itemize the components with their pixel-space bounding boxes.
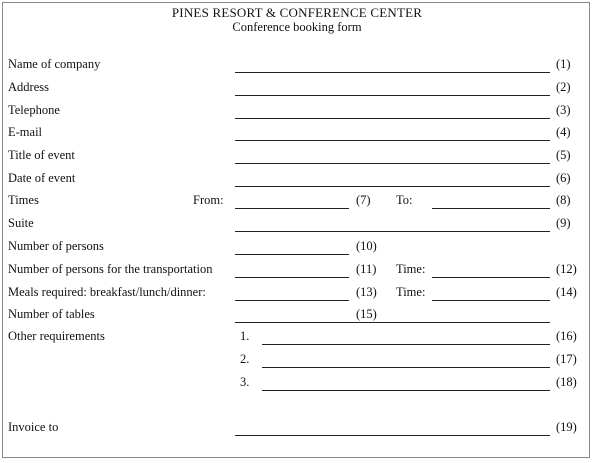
event-title-field[interactable] [235, 163, 550, 164]
transport-label: Number of persons for the transportation [8, 262, 213, 276]
form-title: PINES RESORT & CONFERENCE CENTER [171, 5, 423, 20]
event-date-label: Date of event [8, 171, 76, 185]
transport-time-field[interactable] [432, 277, 550, 278]
persons-field[interactable] [235, 254, 349, 255]
address-field-number: (2) [556, 80, 571, 94]
invoice-field-number: (19) [556, 420, 577, 434]
tables-field-number: (15) [356, 307, 377, 321]
email-label: E-mail [8, 125, 43, 139]
transport-persons-field[interactable] [235, 277, 349, 278]
times-from-field[interactable] [235, 208, 349, 209]
other-requirement-field-3[interactable] [262, 390, 550, 391]
telephone-field-number: (3) [556, 103, 571, 117]
tables-label: Number of tables [8, 307, 95, 321]
times-from-number: (7) [356, 193, 371, 207]
address-field[interactable] [235, 95, 550, 96]
tables-field[interactable] [235, 322, 349, 323]
invoice-label: Invoice to [8, 420, 59, 434]
times-from-label: From: [193, 193, 224, 207]
persons-label: Number of persons [8, 239, 104, 253]
other-requirement-field-2[interactable] [262, 367, 550, 368]
form-subtitle: Conference booking form [232, 20, 362, 34]
meals-field[interactable] [235, 300, 349, 301]
meals-time-label: Time: [396, 285, 426, 299]
meals-time-field[interactable] [432, 300, 550, 301]
transport-time-number: (12) [556, 262, 577, 276]
other-requirement-field-1[interactable] [262, 344, 550, 345]
event-date-field-number: (6) [556, 171, 571, 185]
times-label: Times [8, 193, 39, 207]
meals-time-number: (14) [556, 285, 577, 299]
meals-label: Meals required: breakfast/lunch/dinner: [8, 285, 206, 299]
other-item-marker: 1. [240, 329, 250, 343]
email-field[interactable] [235, 140, 550, 141]
other-requirement-number-2: (17) [556, 352, 577, 366]
event-title-field-number: (5) [556, 148, 571, 162]
email-field-number: (4) [556, 125, 571, 139]
telephone-label: Telephone [8, 103, 60, 117]
other-requirement-number-3: (18) [556, 375, 577, 389]
other-item-marker: 3. [240, 375, 250, 389]
other-item-marker: 2. [240, 352, 250, 366]
transport-persons-number: (11) [356, 262, 377, 276]
company-field[interactable] [235, 72, 550, 73]
event-date-field[interactable] [235, 186, 550, 187]
meals-field-number: (13) [356, 285, 377, 299]
telephone-field[interactable] [235, 118, 550, 119]
invoice-field[interactable] [235, 435, 550, 436]
other-requirements-label: Other requirements [8, 329, 105, 343]
times-to-field[interactable] [432, 208, 550, 209]
company-field-number: (1) [556, 57, 571, 71]
other-requirement-number-1: (16) [556, 329, 577, 343]
company-label: Name of company [8, 57, 101, 71]
transport-time-label: Time: [396, 262, 426, 276]
persons-field-number: (10) [356, 239, 377, 253]
suite-field-number: (9) [556, 216, 571, 230]
event-title-label: Title of event [8, 148, 75, 162]
times-to-label: To: [396, 193, 413, 207]
times-to-number: (8) [556, 193, 571, 207]
address-label: Address [8, 80, 49, 94]
suite-label: Suite [8, 216, 34, 230]
suite-field[interactable] [235, 231, 550, 232]
